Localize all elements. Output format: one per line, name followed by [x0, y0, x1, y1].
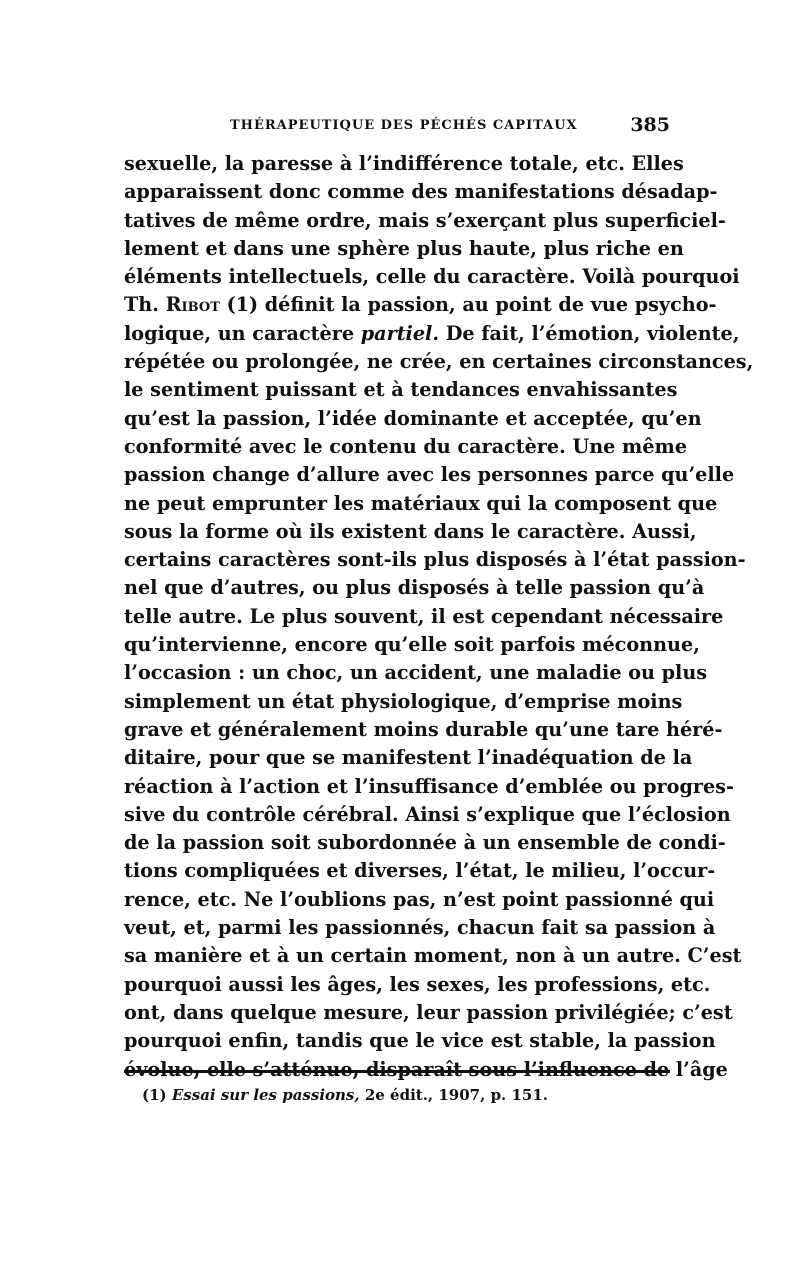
text-line: évolue, elle s’atténue, disparaît sous l’influence de l’âge — [124, 1057, 728, 1081]
footnote-text: 2e édit., 1907, p. 151. — [364, 1086, 549, 1104]
text-line: veut, et, parmi les passionnés, chacun fait sa passion à — [124, 916, 716, 940]
text-line: tions compliquées et diverses, l’état, le milieu, l’occur- — [124, 859, 716, 883]
text-line: conformité avec le contenu du caractère. Une même — [124, 434, 688, 458]
author-name: Ribot — [165, 293, 220, 317]
running-head — [124, 114, 670, 138]
text-line: qu’intervienne, encore qu’elle soit parfois méconnue, — [124, 633, 700, 657]
text-line: rence, etc. Ne l’oublions pas, n’est point passionné qui — [124, 887, 715, 911]
emphasis: partiel. — [360, 321, 440, 345]
text-segment: logique, un caractère — [124, 321, 355, 345]
text-line: le sentiment puissant et à tendances envahissantes — [124, 378, 678, 402]
text-segment: Th. — [124, 293, 159, 317]
text-line — [124, 291, 717, 319]
text-line: sexuelle, la paresse à l’indifférence totale, etc. Elles — [124, 152, 684, 175]
text-line: réaction à l’action et l’insuffisance d’emblée ou progres- — [124, 774, 734, 798]
text-line: tatives de même ordre, mais s’exerçant plus superficiel- — [124, 208, 726, 232]
text-line: ne peut emprunter les matériaux qui la composent que — [124, 491, 718, 515]
text-segment: (1) définit la passion, au point de vue psycho- — [226, 293, 717, 317]
text-line: éléments intellectuels, celle du caractère. Voilà pourquoi — [124, 265, 740, 289]
footnote-title: Essai sur les passions, — [171, 1086, 360, 1104]
text-line: certains caractères sont-ils plus disposés à l’état passion- — [124, 548, 746, 572]
text-line: qu’est la passion, l’idée dominante et acceptée, qu’en — [124, 406, 702, 430]
text-line: répétée ou prolongée, ne crée, en certaines circonstances, — [124, 350, 754, 374]
text-line: sous la forme où ils existent dans le caractère. Aussi, — [124, 519, 697, 543]
text-line: sa manière et à un certain moment, non à un autre. C’est — [124, 944, 742, 968]
text-line: grave et généralement moins durable qu’une tare héré- — [124, 717, 723, 741]
text-line: de la passion soit subordonnée à un ensemble de condi- — [124, 831, 726, 855]
body-text — [124, 150, 754, 1084]
footnote-rule — [124, 1070, 670, 1073]
footnote — [142, 1084, 662, 1106]
text-line: passion change d’allure avec les personnes parce qu’elle — [124, 463, 735, 487]
text-line: telle autre. Le plus souvent, il est cependant nécessaire — [124, 604, 724, 628]
text-line: pourquoi enfin, tandis que le vice est stable, la passion — [124, 1029, 716, 1053]
text-line — [124, 320, 740, 348]
text-segment: De fait, l’émotion, violente, — [445, 321, 740, 345]
footnote-marker: (1) — [142, 1086, 167, 1104]
text-line: lement et dans une sphère plus haute, plus riche en — [124, 236, 684, 260]
text-line: apparaissent donc comme des manifestations désadap- — [124, 180, 718, 204]
text-line: sive du contrôle cérébral. Ainsi s’explique que l’éclosion — [124, 802, 731, 826]
text-line: nel que d’autres, ou plus disposés à telle passion qu’à — [124, 576, 705, 600]
text-line: pourquoi aussi les âges, les sexes, les professions, etc. — [124, 972, 711, 996]
page-number: 385 — [630, 114, 670, 136]
text-line: ont, dans quelque mesure, leur passion privilégiée; c’est — [124, 1000, 733, 1024]
text-line: simplement un état physiologique, d’emprise moins — [124, 689, 683, 713]
running-title: THÉRAPEUTIQUE DES PÉCHÉS CAPITAUX — [230, 118, 578, 133]
text-line: l’occasion : un choc, un accident, une maladie ou plus — [124, 661, 708, 685]
text-line: ditaire, pour que se manifestent l’inadéquation de la — [124, 746, 693, 770]
